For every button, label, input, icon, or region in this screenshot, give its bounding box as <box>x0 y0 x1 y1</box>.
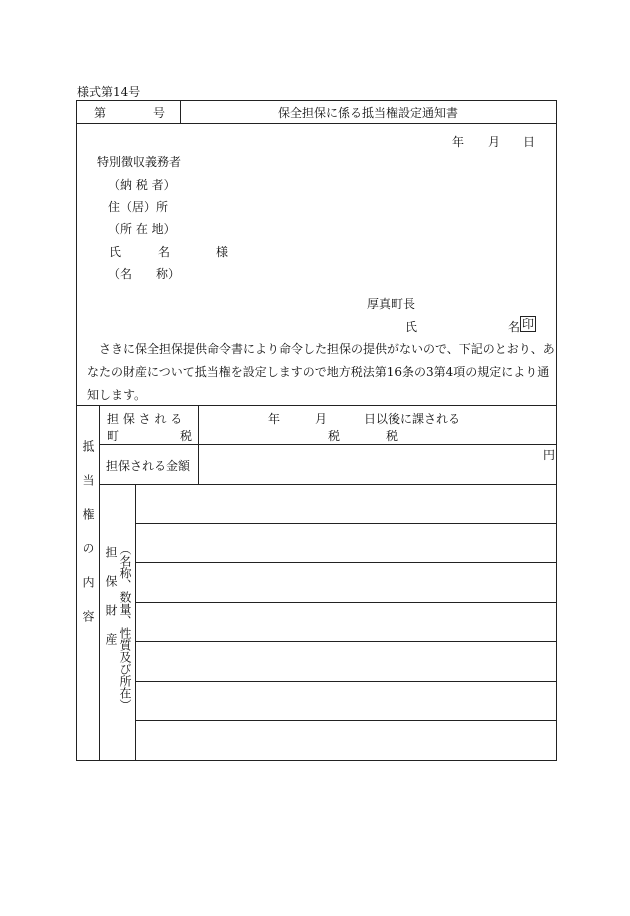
number-label: 第 <box>94 106 107 120</box>
tax-period-month: 月 <box>315 412 328 426</box>
property-label: 担保財産 <box>104 546 118 662</box>
tax-type-2: 税 <box>386 429 399 443</box>
tax-period-text: 日以後に課される <box>364 412 461 426</box>
title-paren-label: （名 称） <box>108 267 181 281</box>
location-label: （所 在 地） <box>108 222 176 236</box>
obligor-label: 特別徴収義務者 <box>97 155 182 169</box>
frame-right-line <box>556 100 557 761</box>
body-line-3: 知します。 <box>87 388 147 402</box>
tax-label-top: 担 保 さ れ る <box>107 412 183 426</box>
tax-type-1: 税 <box>328 429 341 443</box>
sender-name-label: 氏 <box>405 320 418 334</box>
frame-left-line <box>76 100 77 761</box>
number-suffix: 号 <box>153 106 166 120</box>
header-divider <box>76 123 557 124</box>
amount-row-bottom <box>99 484 557 485</box>
property-row-line-1 <box>135 523 556 524</box>
property-row-line-2 <box>135 562 556 563</box>
sender-title: 厚真町長 <box>367 297 416 311</box>
frame-bottom-line <box>76 760 557 761</box>
tax-label-bottom-left: 町 <box>107 429 120 443</box>
property-row-line-6 <box>135 720 556 721</box>
side-column-divider <box>99 405 100 761</box>
recipient-name-label-2: 名 <box>158 245 171 259</box>
header-number-divider <box>180 100 181 124</box>
date-year: 年 <box>452 135 465 149</box>
honorific: 様 <box>216 245 229 259</box>
frame-top-line <box>76 100 557 101</box>
tax-period-year: 年 <box>268 412 281 426</box>
seal-stamp: 印 <box>522 317 535 331</box>
date-month: 月 <box>488 135 501 149</box>
taxpayer-label: （納 税 者） <box>108 178 176 192</box>
amount-label: 担保される金額 <box>106 459 191 473</box>
property-row-line-4 <box>135 641 556 642</box>
body-line-2: なたの財産について抵当権を設定しますので地方税法第16条の3第4項の規定により通 <box>87 365 550 379</box>
property-note: （名称、数量、性質及び所在） <box>118 543 132 711</box>
address-label: 住（居）所 <box>108 200 169 214</box>
date-day: 日 <box>523 135 536 149</box>
property-row-line-3 <box>135 602 556 603</box>
tax-label-bottom-right: 税 <box>180 429 193 443</box>
recipient-name-label: 氏 <box>109 245 122 259</box>
form-number: 様式第14号 <box>77 85 141 99</box>
sender-name-label-2: 名 <box>508 320 521 334</box>
side-label: 抵当権の内容 <box>81 440 95 644</box>
tax-row-bottom <box>99 444 557 445</box>
table-top-line <box>76 405 557 406</box>
amount-unit: 円 <box>543 448 556 462</box>
document-title: 保全担保に係る抵当権設定通知書 <box>278 106 459 120</box>
property-row-line-5 <box>135 681 556 682</box>
body-line-1: さきに保全担保提供命令書により命令した担保の提供がないので、下記のとおり、あ <box>99 342 555 356</box>
